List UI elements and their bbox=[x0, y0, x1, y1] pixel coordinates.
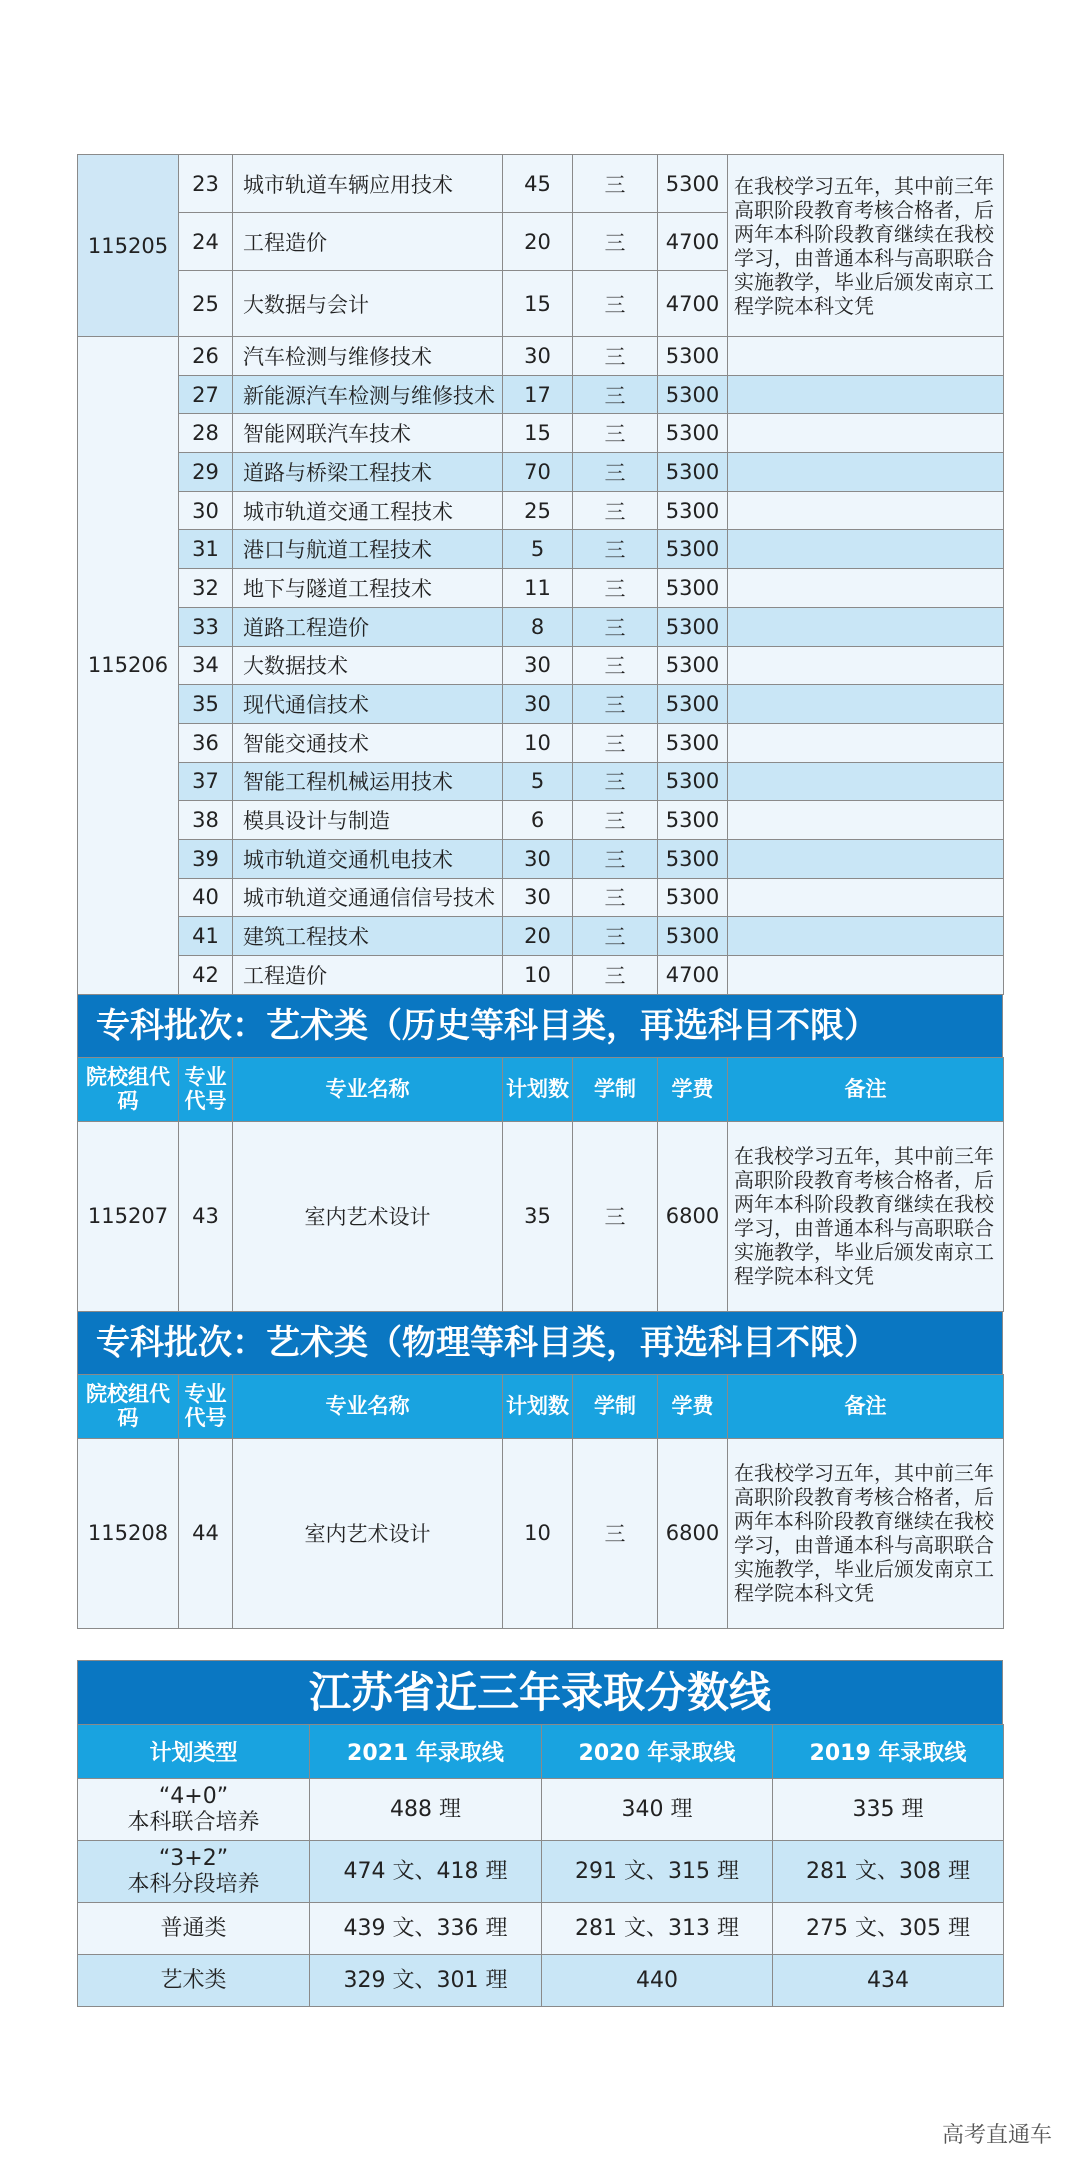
plan-count: 5 bbox=[503, 762, 573, 801]
plan-count: 30 bbox=[503, 337, 573, 376]
score-2019: 275 文、305 理 bbox=[773, 1903, 1004, 1955]
study-years: 三 bbox=[573, 723, 658, 762]
tuition: 5300 bbox=[658, 453, 728, 492]
table-row bbox=[78, 1779, 1004, 1841]
tuition: 5300 bbox=[658, 491, 728, 530]
tuition: 5300 bbox=[658, 723, 728, 762]
major-code: 28 bbox=[179, 414, 233, 453]
table-row bbox=[78, 685, 1004, 724]
plan-type-line1: “4+0” bbox=[158, 1783, 229, 1809]
plan-type bbox=[78, 1779, 310, 1841]
major-name: 大数据与会计 bbox=[233, 271, 503, 337]
plan-count: 20 bbox=[503, 917, 573, 956]
major-name: 室内艺术设计 bbox=[233, 1121, 503, 1311]
enrollment-plan bbox=[77, 154, 1003, 1629]
score-2020: 291 文、315 理 bbox=[542, 1841, 773, 1903]
remark: 在我校学习五年，其中前三年高职阶段教育考核合格者，后两年本科阶段教育继续在我校学习，由普通本科与高职联合实施教学，毕业后颁发南京工程学院本科文凭 bbox=[728, 155, 1004, 337]
major-name: 智能工程机械运用技术 bbox=[233, 762, 503, 801]
major-name: 模具设计与制造 bbox=[233, 801, 503, 840]
major-code: 37 bbox=[179, 762, 233, 801]
tuition: 5300 bbox=[658, 646, 728, 685]
score-2021: 439 文、336 理 bbox=[310, 1903, 542, 1955]
section-title-history: 专科批次：艺术类（历史等科目类，再选科目不限） bbox=[77, 995, 1003, 1057]
major-name: 汽车检测与维修技术 bbox=[233, 337, 503, 376]
table-row bbox=[78, 1121, 1004, 1311]
major-name: 工程造价 bbox=[233, 213, 503, 271]
plan-count: 10 bbox=[503, 1438, 573, 1628]
major-name: 现代通信技术 bbox=[233, 685, 503, 724]
study-years: 三 bbox=[573, 878, 658, 917]
group-code: 115205 bbox=[78, 155, 179, 337]
table-row bbox=[78, 646, 1004, 685]
major-code: 27 bbox=[179, 375, 233, 414]
section-title-physics: 专科批次：艺术类（物理等科目类，再选科目不限） bbox=[77, 1312, 1003, 1374]
header-group-code: 院校组代码 bbox=[78, 1374, 179, 1438]
tuition: 5300 bbox=[658, 801, 728, 840]
major-code: 34 bbox=[179, 646, 233, 685]
table-row bbox=[78, 917, 1004, 956]
study-years: 三 bbox=[573, 1121, 658, 1311]
major-name: 地下与隧道工程技术 bbox=[233, 569, 503, 608]
plan-count: 70 bbox=[503, 453, 573, 492]
plan-count: 20 bbox=[503, 213, 573, 271]
major-code: 41 bbox=[179, 917, 233, 956]
study-years: 三 bbox=[573, 569, 658, 608]
tuition: 5300 bbox=[658, 839, 728, 878]
tuition: 5300 bbox=[658, 530, 728, 569]
score-section bbox=[77, 1660, 1003, 2007]
score-2021: 329 文、301 理 bbox=[310, 1955, 542, 2007]
plan-type-line1: “3+2” bbox=[158, 1845, 229, 1871]
major-name: 道路与桥梁工程技术 bbox=[233, 453, 503, 492]
tuition: 5300 bbox=[658, 375, 728, 414]
header-plan-type: 计划类型 bbox=[78, 1725, 310, 1779]
remark bbox=[728, 878, 1004, 917]
plan-type-line2: 本科分段培养 bbox=[127, 1871, 260, 1897]
major-code: 38 bbox=[179, 801, 233, 840]
remark bbox=[728, 956, 1004, 995]
major-code: 29 bbox=[179, 453, 233, 492]
header-group-code: 院校组代码 bbox=[78, 1057, 179, 1121]
table-row bbox=[78, 956, 1004, 995]
header-plan: 计划数 bbox=[503, 1374, 573, 1438]
study-years: 三 bbox=[573, 646, 658, 685]
header-fee: 学费 bbox=[658, 1374, 728, 1438]
tuition: 5300 bbox=[658, 414, 728, 453]
score-2020: 340 理 bbox=[542, 1779, 773, 1841]
remark bbox=[728, 414, 1004, 453]
plan-count: 30 bbox=[503, 839, 573, 878]
group-code: 115208 bbox=[78, 1438, 179, 1628]
plan-count: 10 bbox=[503, 956, 573, 995]
major-code: 40 bbox=[179, 878, 233, 917]
study-years: 三 bbox=[573, 414, 658, 453]
plan-type: 艺术类 bbox=[78, 1955, 310, 2007]
major-code: 44 bbox=[179, 1438, 233, 1628]
table-row bbox=[78, 878, 1004, 917]
major-code: 25 bbox=[179, 271, 233, 337]
table-row bbox=[78, 1955, 1004, 2007]
study-years: 三 bbox=[573, 337, 658, 376]
plan-count: 15 bbox=[503, 271, 573, 337]
study-years: 三 bbox=[573, 801, 658, 840]
score-2019: 281 文、308 理 bbox=[773, 1841, 1004, 1903]
plan-table-main bbox=[77, 154, 1004, 995]
table-row bbox=[78, 1841, 1004, 1903]
tuition: 5300 bbox=[658, 337, 728, 376]
plan-count: 10 bbox=[503, 723, 573, 762]
remark bbox=[728, 762, 1004, 801]
study-years: 三 bbox=[573, 271, 658, 337]
remark bbox=[728, 917, 1004, 956]
score-title: 江苏省近三年录取分数线 bbox=[77, 1660, 1003, 1724]
header-major-code: 专业代号 bbox=[179, 1057, 233, 1121]
remark: 在我校学习五年，其中前三年高职阶段教育考核合格者，后两年本科阶段教育继续在我校学习，由普通本科与高职联合实施教学，毕业后颁发南京工程学院本科文凭 bbox=[728, 1121, 1004, 1311]
score-table bbox=[77, 1724, 1004, 2007]
group-code: 115206 bbox=[78, 337, 179, 995]
major-code: 24 bbox=[179, 213, 233, 271]
major-code: 39 bbox=[179, 839, 233, 878]
header-2020: 2020 年录取线 bbox=[542, 1725, 773, 1779]
plan-count: 45 bbox=[503, 155, 573, 213]
study-years: 三 bbox=[573, 685, 658, 724]
major-name: 港口与航道工程技术 bbox=[233, 530, 503, 569]
header-plan: 计划数 bbox=[503, 1057, 573, 1121]
table-header-row bbox=[78, 1374, 1004, 1438]
major-name: 新能源汽车检测与维修技术 bbox=[233, 375, 503, 414]
study-years: 三 bbox=[573, 491, 658, 530]
table-row bbox=[78, 1438, 1004, 1628]
plan-table-physics bbox=[77, 1374, 1004, 1629]
tuition: 6800 bbox=[658, 1438, 728, 1628]
remark bbox=[728, 453, 1004, 492]
study-years: 三 bbox=[573, 956, 658, 995]
remark bbox=[728, 569, 1004, 608]
plan-count: 35 bbox=[503, 1121, 573, 1311]
tuition: 6800 bbox=[658, 1121, 728, 1311]
table-row bbox=[78, 453, 1004, 492]
header-major-name: 专业名称 bbox=[233, 1057, 503, 1121]
table-row bbox=[78, 530, 1004, 569]
plan-count: 25 bbox=[503, 491, 573, 530]
plan-count: 30 bbox=[503, 685, 573, 724]
major-name: 智能交通技术 bbox=[233, 723, 503, 762]
study-years: 三 bbox=[573, 155, 658, 213]
plan-type-line2: 本科联合培养 bbox=[127, 1809, 260, 1835]
major-name: 建筑工程技术 bbox=[233, 917, 503, 956]
remark bbox=[728, 337, 1004, 376]
score-2019: 434 bbox=[773, 1955, 1004, 2007]
header-note: 备注 bbox=[728, 1374, 1004, 1438]
header-fee: 学费 bbox=[658, 1057, 728, 1121]
remark bbox=[728, 646, 1004, 685]
plan-type: 普通类 bbox=[78, 1903, 310, 1955]
plan-count: 5 bbox=[503, 530, 573, 569]
tuition: 5300 bbox=[658, 155, 728, 213]
major-code: 35 bbox=[179, 685, 233, 724]
tuition: 5300 bbox=[658, 569, 728, 608]
major-name: 工程造价 bbox=[233, 956, 503, 995]
plan-count: 8 bbox=[503, 607, 573, 646]
score-2021: 474 文、418 理 bbox=[310, 1841, 542, 1903]
remark bbox=[728, 530, 1004, 569]
tuition: 5300 bbox=[658, 917, 728, 956]
remark: 在我校学习五年，其中前三年高职阶段教育考核合格者，后两年本科阶段教育继续在我校学习，由普通本科与高职联合实施教学，毕业后颁发南京工程学院本科文凭 bbox=[728, 1438, 1004, 1628]
plan-count: 30 bbox=[503, 878, 573, 917]
table-header-row bbox=[78, 1725, 1004, 1779]
major-name: 城市轨道交通通信信号技术 bbox=[233, 878, 503, 917]
plan-count: 6 bbox=[503, 801, 573, 840]
header-major-name: 专业名称 bbox=[233, 1374, 503, 1438]
table-row bbox=[78, 1903, 1004, 1955]
table-row bbox=[78, 723, 1004, 762]
plan-count: 11 bbox=[503, 569, 573, 608]
major-name: 城市轨道车辆应用技术 bbox=[233, 155, 503, 213]
major-name: 城市轨道交通机电技术 bbox=[233, 839, 503, 878]
major-code: 43 bbox=[179, 1121, 233, 1311]
plan-count: 30 bbox=[503, 646, 573, 685]
tuition: 5300 bbox=[658, 607, 728, 646]
major-code: 42 bbox=[179, 956, 233, 995]
plan-type bbox=[78, 1841, 310, 1903]
major-code: 30 bbox=[179, 491, 233, 530]
study-years: 三 bbox=[573, 453, 658, 492]
score-2019: 335 理 bbox=[773, 1779, 1004, 1841]
plan-count: 17 bbox=[503, 375, 573, 414]
score-2020: 281 文、313 理 bbox=[542, 1903, 773, 1955]
score-2021: 488 理 bbox=[310, 1779, 542, 1841]
major-code: 32 bbox=[179, 569, 233, 608]
tuition: 4700 bbox=[658, 271, 728, 337]
plan-count: 15 bbox=[503, 414, 573, 453]
remark bbox=[728, 801, 1004, 840]
table-row bbox=[78, 607, 1004, 646]
header-years: 学制 bbox=[573, 1374, 658, 1438]
study-years: 三 bbox=[573, 375, 658, 414]
table-row bbox=[78, 569, 1004, 608]
tuition: 4700 bbox=[658, 956, 728, 995]
table-row bbox=[78, 375, 1004, 414]
table-row bbox=[78, 337, 1004, 376]
study-years: 三 bbox=[573, 917, 658, 956]
table-row bbox=[78, 414, 1004, 453]
major-name: 室内艺术设计 bbox=[233, 1438, 503, 1628]
table-row bbox=[78, 491, 1004, 530]
header-years: 学制 bbox=[573, 1057, 658, 1121]
table-row bbox=[78, 762, 1004, 801]
study-years: 三 bbox=[573, 762, 658, 801]
tuition: 5300 bbox=[658, 685, 728, 724]
remark bbox=[728, 685, 1004, 724]
major-code: 26 bbox=[179, 337, 233, 376]
tuition: 5300 bbox=[658, 762, 728, 801]
header-major-code: 专业代号 bbox=[179, 1374, 233, 1438]
study-years: 三 bbox=[573, 1438, 658, 1628]
tuition: 5300 bbox=[658, 878, 728, 917]
table-row bbox=[78, 155, 1004, 213]
table-row bbox=[78, 801, 1004, 840]
header-2019: 2019 年录取线 bbox=[773, 1725, 1004, 1779]
major-name: 大数据技术 bbox=[233, 646, 503, 685]
remark bbox=[728, 839, 1004, 878]
tuition: 4700 bbox=[658, 213, 728, 271]
remark bbox=[728, 375, 1004, 414]
remark bbox=[728, 607, 1004, 646]
major-code: 33 bbox=[179, 607, 233, 646]
plan-table-history bbox=[77, 1057, 1004, 1312]
major-code: 31 bbox=[179, 530, 233, 569]
major-code: 23 bbox=[179, 155, 233, 213]
table-header-row bbox=[78, 1057, 1004, 1121]
study-years: 三 bbox=[573, 530, 658, 569]
header-2021: 2021 年录取线 bbox=[310, 1725, 542, 1779]
score-2020: 440 bbox=[542, 1955, 773, 2007]
remark bbox=[728, 723, 1004, 762]
study-years: 三 bbox=[573, 213, 658, 271]
study-years: 三 bbox=[573, 607, 658, 646]
study-years: 三 bbox=[573, 839, 658, 878]
group-code: 115207 bbox=[78, 1121, 179, 1311]
header-note: 备注 bbox=[728, 1057, 1004, 1121]
remark bbox=[728, 491, 1004, 530]
major-name: 道路工程造价 bbox=[233, 607, 503, 646]
table-row bbox=[78, 839, 1004, 878]
major-code: 36 bbox=[179, 723, 233, 762]
major-name: 智能网联汽车技术 bbox=[233, 414, 503, 453]
major-name: 城市轨道交通工程技术 bbox=[233, 491, 503, 530]
watermark: 高考直通车 bbox=[941, 2123, 1052, 2148]
